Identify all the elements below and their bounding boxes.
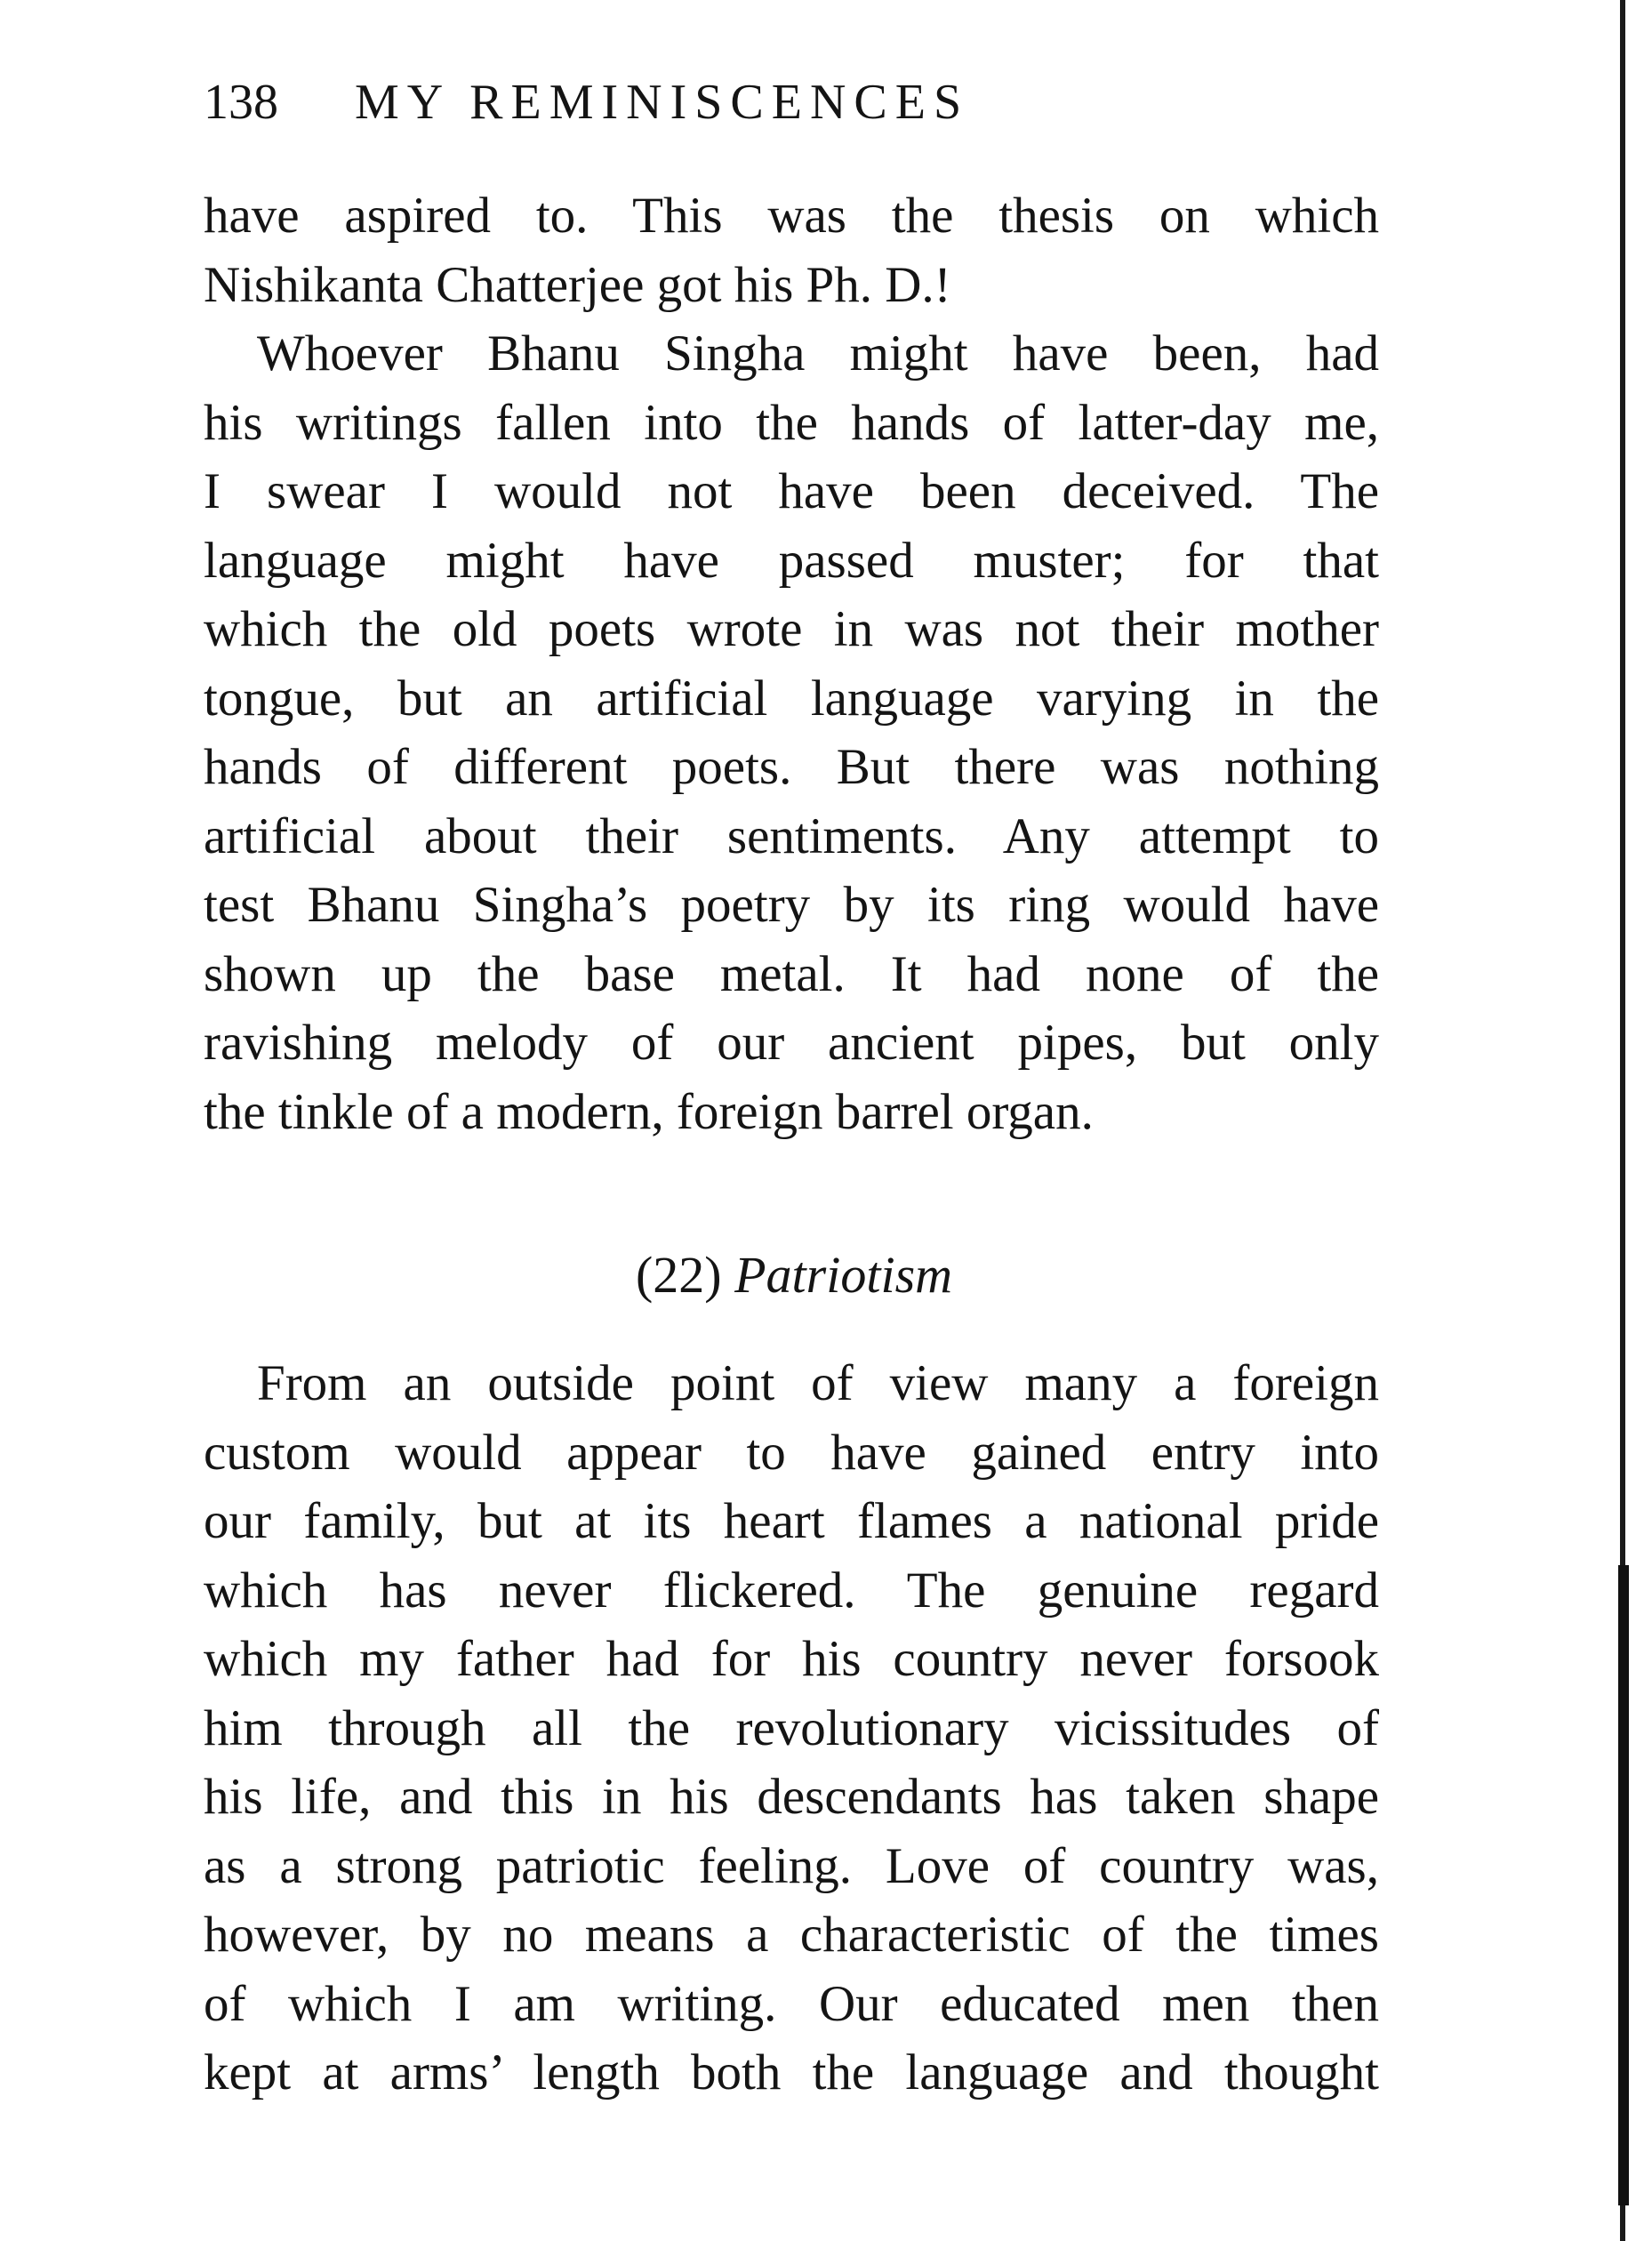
section-number: (22) [635, 1246, 722, 1304]
text-line: our family, but at its heart flames a national pride [204, 1493, 1379, 1549]
text-line: which the old poets wrote in was not their mother [204, 601, 1379, 657]
text-line: the tinkle of a modern, foreign barrel organ. [204, 1083, 1094, 1140]
paragraph-patriotism [204, 1349, 1379, 2108]
page-number: 138 [204, 75, 278, 130]
text-line: of which I am writing. Our educated men then [204, 1975, 1379, 2032]
text-line: hands of different poets. But there was nothing [204, 739, 1379, 795]
text-line: Nishikanta Chatterjee got his Ph. D.! [204, 256, 951, 313]
text-line: his writings fallen into the hands of latter-day me, [204, 394, 1379, 451]
text-line: which has never flickered. The genuine regard [204, 1562, 1379, 1618]
text-line: custom would appear to have gained entry into [204, 1424, 1379, 1481]
section-title: Patriotism [734, 1246, 953, 1304]
text-line: which my father had for his country never forsook [204, 1631, 1379, 1687]
text-line: him through all the revolutionary vicissitudes of [204, 1699, 1379, 1756]
text-line: his life, and this in his descendants has taken shape [204, 1769, 1379, 1825]
page-edge-shadow-thick [1618, 1565, 1629, 2205]
text-line: as a strong patriotic feeling. Love of country was, [204, 1837, 1379, 1894]
text-line: Whoever Bhanu Singha might have been, had [257, 325, 1379, 382]
running-header [204, 71, 969, 133]
paragraph-continued [204, 181, 1379, 1146]
text-line: I swear I would not have been deceived. The [204, 463, 1379, 519]
text-line: shown up the base metal. It had none of the [204, 945, 1379, 1002]
text-line: test Bhanu Singha’s poetry by its ring would have [204, 877, 1379, 933]
text-line: From an outside point of view many a foreign [257, 1355, 1379, 1411]
running-title: MY REMINISCENCES [355, 75, 970, 130]
text-line: ravishing melody of our ancient pipes, but only [204, 1015, 1379, 1071]
text-line: language might have passed muster; for that [204, 532, 1379, 589]
text-line: have aspired to. This was the thesis on which [204, 188, 1379, 244]
text-line: however, by no means a characteristic of the times [204, 1907, 1379, 1963]
section-heading [0, 1241, 1588, 1309]
text-line: tongue, but an artificial language varying in the [204, 670, 1379, 727]
text-line: kept at arms’ length both the language and thought [204, 2044, 1379, 2100]
text-line: artificial about their sentiments. Any attempt to [204, 807, 1379, 864]
